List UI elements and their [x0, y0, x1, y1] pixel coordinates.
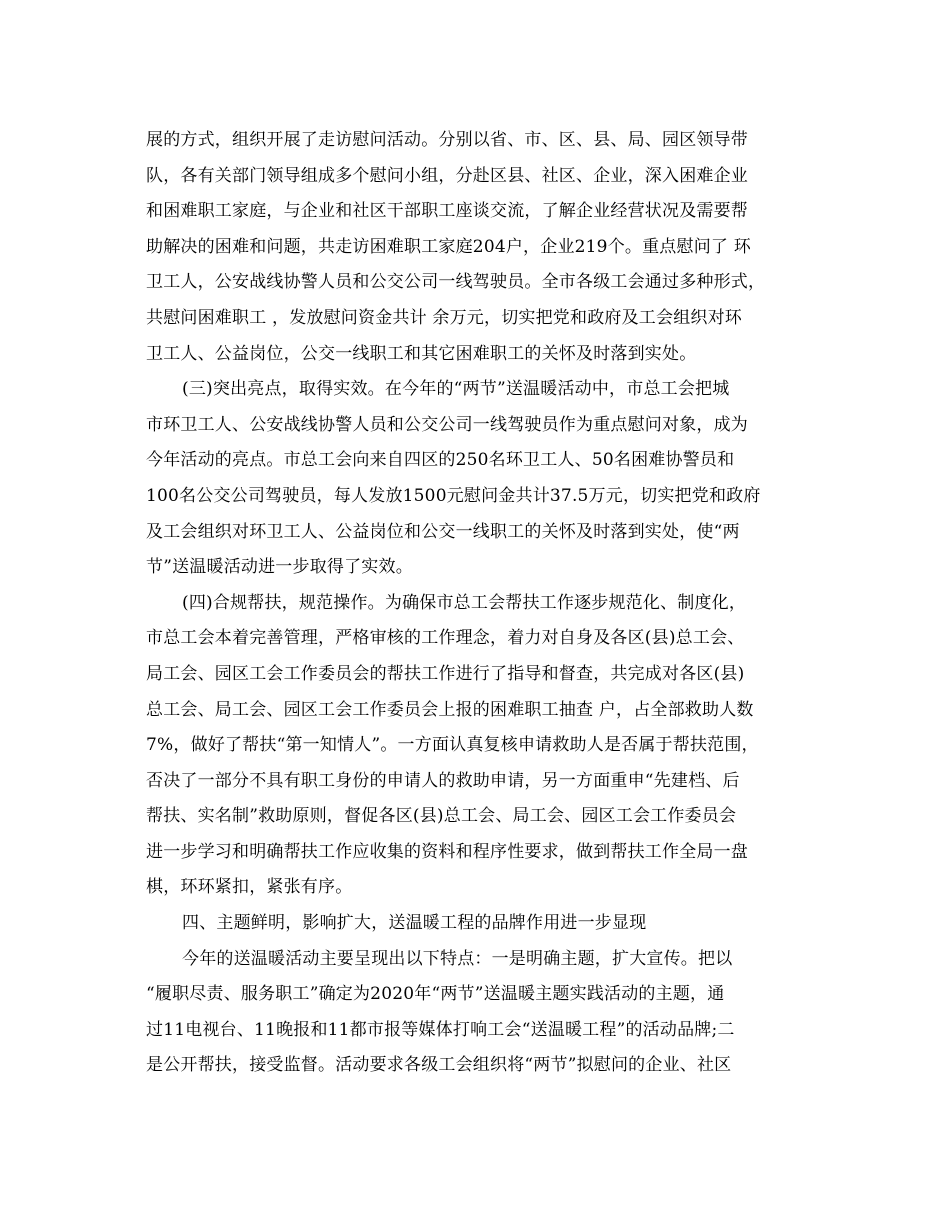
text-line: 100名公交公司驾驶员，每人发放1500元慰问金共计37.5万元，切实把党和政府: [146, 485, 761, 506]
text-line: 及工会组织对环卫工人、公益岗位和公交一线职工的关怀及时落到实处，使“两: [146, 521, 740, 542]
text-line: 否决了一部分不具有职工身份的申请人的救助申请，另一方面重申“先建档、后: [146, 770, 740, 791]
text-line: 总工会、局工会、园区工会工作委员会上报的困难职工抽查 户，占全部救助人数: [146, 699, 754, 720]
text-line: 7%，做好了帮扶“第一知情人”。一方面认真复核申请救助人是否属于帮扶范围，: [146, 735, 759, 756]
document-body: [146, 123, 810, 1084]
text-line: 棋，环环紧扣，紧张有序。: [146, 877, 353, 898]
text-line: 队，各有关部门领导组成多个慰问小组，分赴区县、社区、企业，深入困难企业: [146, 165, 748, 186]
text-line: 过11电视台、11晚报和11都市报等媒体打响工会“送温暖工程”的活动品牌;二: [146, 1019, 735, 1040]
text-line: 卫工人、公益岗位，公交一线职工和其它困难职工的关怀及时落到实处。: [146, 343, 697, 364]
text-line: 帮扶、实名制”救助原则，督促各区(县)总工会、局工会、园区工会工作委员会: [146, 806, 737, 827]
text-line: (三)突出亮点，取得实效。在今年的“两节”送温暖活动中，市总工会把城: [182, 379, 730, 400]
text-line: 节”送温暖活动进一步取得了实效。: [146, 557, 413, 578]
text-line: 市总工会本着完善管理，严格审核的工作理念，着力对自身及各区(县)总工会、: [146, 628, 745, 649]
text-line: 局工会、园区工会工作委员会的帮扶工作进行了指导和督查，共完成对各区(县): [146, 663, 745, 684]
text-line: 是公开帮扶，接受监督。活动要求各级工会组织将“两节”拟慰问的企业、社区: [146, 1055, 732, 1076]
text-line: 今年活动的亮点。市总工会向来自四区的250名环卫工人、50名困难协警员和: [146, 450, 735, 471]
text-line: 进一步学习和明确帮扶工作应收集的资料和程序性要求，做到帮扶工作全局一盘: [146, 841, 748, 862]
text-line: 助解决的困难和问题，共走访困难职工家庭204户，企业219个。重点慰问了 环: [146, 236, 751, 257]
text-line: 市环卫工人、公安战线协警人员和公交公司一线驾驶员作为重点慰问对象，成为: [146, 414, 748, 435]
text-line: (四)合规帮扶，规范操作。为确保市总工会帮扶工作逐步规范化、制度化，: [182, 592, 747, 613]
text-line: 和困难职工家庭，与企业和社区干部职工座谈交流，了解企业经营状况及需要帮: [146, 201, 748, 222]
text-line: “履职尽责、服务职工”确定为2020年“两节”送温暖主题实践活动的主题，通: [146, 984, 725, 1005]
text-line: 卫工人，公安战线协警人员和公交公司一线驾驶员。全市各级工会通过多种形式，: [146, 272, 766, 293]
text-line: 今年的送温暖活动主要呈现出以下特点：一是明确主题，扩大宣传。把以: [182, 948, 733, 969]
text-line: 共慰问困难职工 ，发放慰问资金共计 余万元，切实把党和政府及工会组织对环: [146, 307, 743, 328]
text-line: 四、主题鲜明，影响扩大，送温暖工程的品牌作用进一步显现: [182, 913, 647, 934]
text-line: 展的方式，组织开展了走访慰问活动。分别以省、市、区、县、局、园区领导带: [146, 130, 748, 150]
